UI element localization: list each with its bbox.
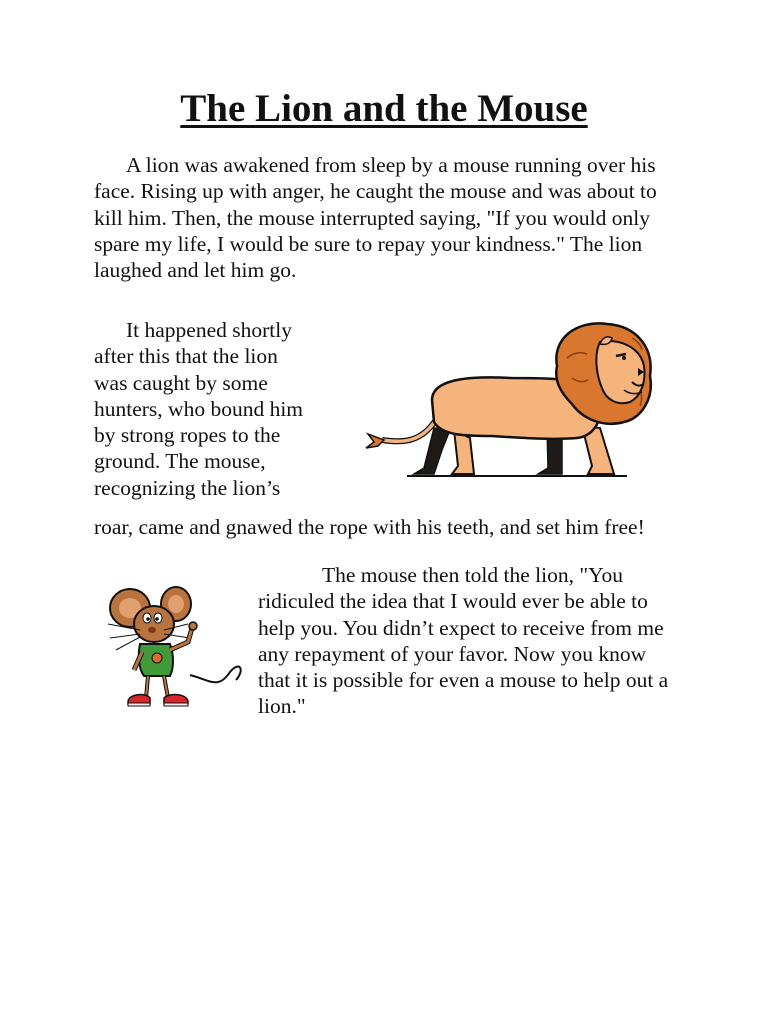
paragraph-2 [94,317,364,501]
paragraph-2-continued: roar, came and gnawed the rope with his teeth, and set him free! [94,515,645,539]
mouse-illustration [100,580,250,730]
paragraph-2-line: by strong ropes to the [94,423,281,448]
paragraph-1 [94,152,674,283]
paragraph-2-line: recognizing the lion’s [94,475,281,500]
paragraph-3 [258,562,678,720]
lion-illustration [362,318,662,488]
page-title: The Lion and the Mouse [180,87,588,130]
paragraph-3-text: The mouse then told the lion, "You ridiculed the idea that I would ever be able to help you. You didn’t expect to receive from me any repayment of your favor. Now you know that it is possible for even a mouse to help out a lion." [258,563,669,719]
paragraph-2-line: ground. The mouse, [94,449,266,474]
paragraph-2-line: It happened shortly [126,318,292,342]
paragraph-2-line: was caught by some [94,370,268,395]
paragraph-2-line: hunters, who bound him [94,396,304,421]
paragraph-2-line: after this that the lion [94,344,278,369]
paragraph-1-text: A lion was awakened from sleep by a mouse running over his face. Rising up with anger, he caught the mouse and was about to kill him. Then, the mouse interrupted saying, "If you would only spare my life, I would be sure to repay your kindness." The lion laughed and let him go. [94,153,657,283]
